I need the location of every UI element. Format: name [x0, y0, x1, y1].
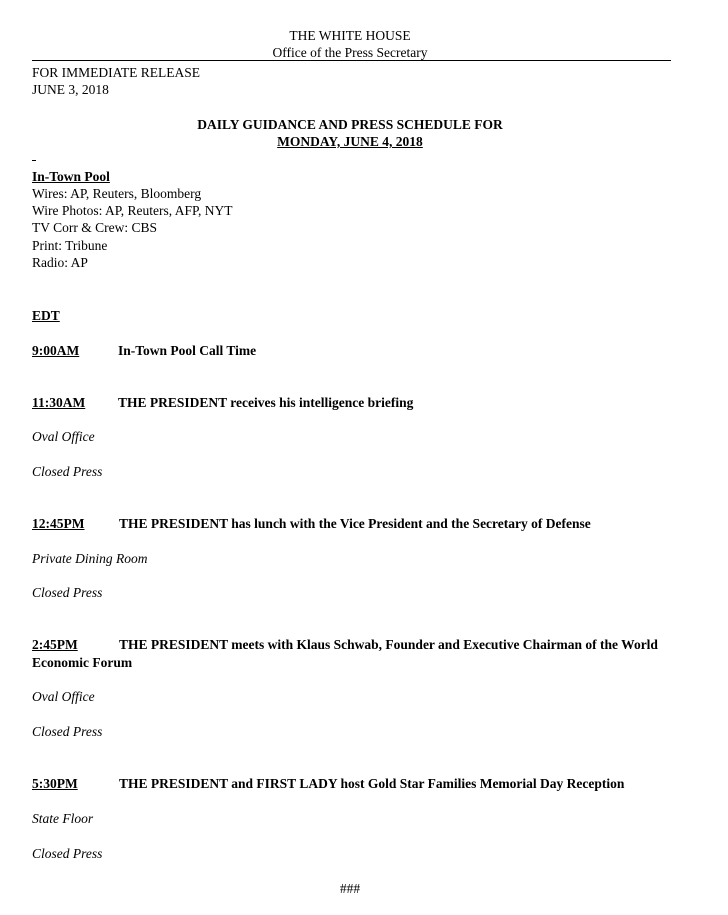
pool-wire-photos: Wire Photos: AP, Reuters, AFP, NYT [32, 203, 233, 218]
event-title-continued: Economic Forum [32, 655, 133, 670]
release-label: FOR IMMEDIATE RELEASE [32, 65, 200, 80]
stray-mark [32, 160, 36, 161]
event-press: Closed Press [32, 585, 103, 600]
pool-wires: Wires: AP, Reuters, Bloomberg [32, 186, 202, 201]
event-location: Private Dining Room [32, 551, 148, 566]
pool-print: Print: Tribune [32, 238, 108, 253]
event-time: 5:30PM [32, 776, 78, 791]
pool-tv: TV Corr & Crew: CBS [32, 220, 158, 235]
event-time: 11:30AM [32, 395, 86, 410]
event-title: THE PRESIDENT meets with Klaus Schwab, Founder and Executive Chairman of the World [119, 637, 658, 652]
event-location: State Floor [32, 811, 94, 826]
event-title: THE PRESIDENT has lunch with the Vice President and the Secretary of Defense [119, 516, 591, 531]
event-press: Closed Press [32, 724, 103, 739]
header-office: Office of the Press Secretary [272, 45, 428, 60]
event-location: Oval Office [32, 689, 95, 704]
pool-heading: In-Town Pool [32, 169, 110, 184]
timezone-heading: EDT [32, 308, 60, 323]
release-date: JUNE 3, 2018 [32, 82, 109, 97]
event-title: THE PRESIDENT and FIRST LADY host Gold Star Families Memorial Day Reception [119, 776, 625, 791]
event-time: 12:45PM [32, 516, 85, 531]
document-title-line2: MONDAY, JUNE 4, 2018 [277, 134, 423, 149]
header-rule [32, 60, 671, 61]
end-marker: ### [339, 881, 361, 896]
event-title: THE PRESIDENT receives his intelligence briefing [118, 395, 414, 410]
pool-radio: Radio: AP [32, 255, 88, 270]
event-press: Closed Press [32, 464, 103, 479]
header-org: THE WHITE HOUSE [289, 28, 411, 43]
event-title: In-Town Pool Call Time [118, 343, 257, 358]
event-press: Closed Press [32, 846, 103, 861]
event-time: 9:00AM [32, 343, 80, 358]
event-location: Oval Office [32, 429, 95, 444]
event-time: 2:45PM [32, 637, 78, 652]
document-title-line1: DAILY GUIDANCE AND PRESS SCHEDULE FOR [197, 117, 503, 132]
